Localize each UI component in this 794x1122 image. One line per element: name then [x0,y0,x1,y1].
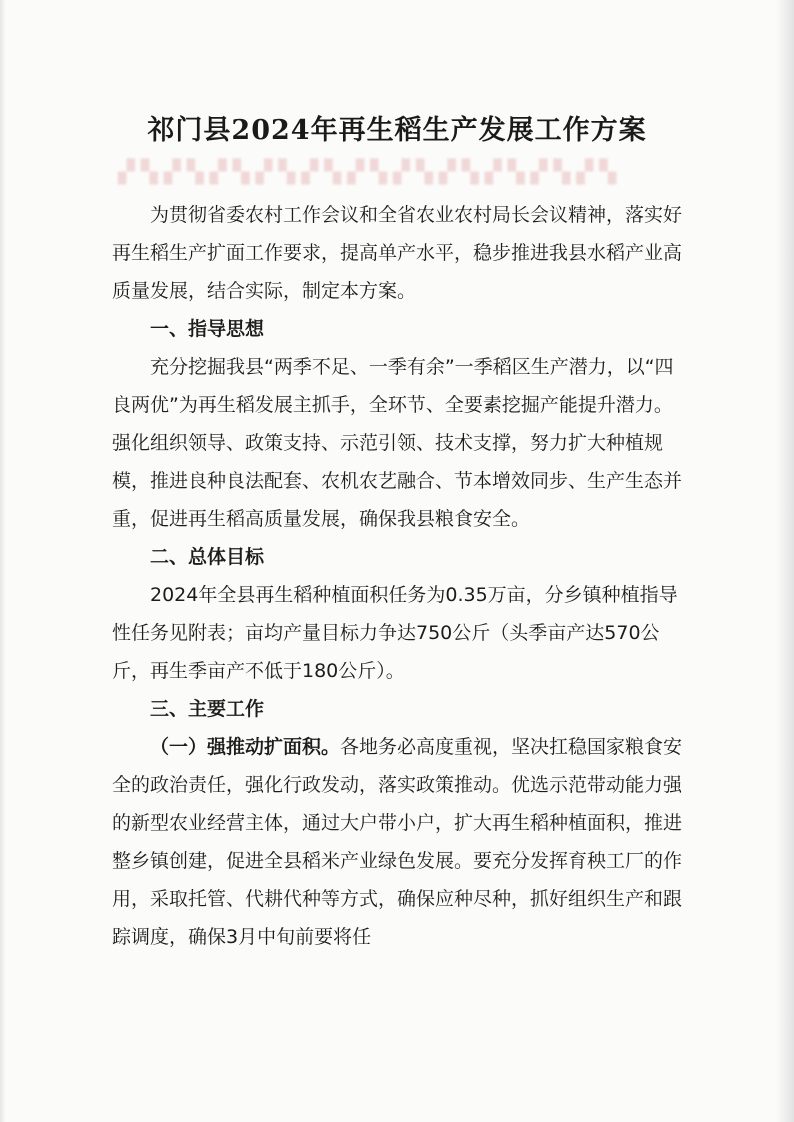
guiding-thought-paragraph: 充分挖掘我县“两季不足、一季有余”一季稻区生产潜力，以“四良两优”为再生稻发展主抓手，全环节、全要素挖掘产能提升潜力。强化组织领导、政策支持、示范引领、技术支撑，努力扩大种植规模，推进良种良法配套、农机农艺融合、节本增效同步、生产生态并重，促进再生稻高质量发展，确保我县粮食安全。 [112,356,683,530]
main-work-paragraph-1 [112,728,690,956]
overall-goal-paragraph: 2024年全县再生稻种植面积任务为0.35万亩，分乡镇种植指导性任务见附表；亩均产量目标力争达750公斤（头季亩产达570公斤，再生季亩产不低于180公斤）。 [112,584,678,682]
section-heading-main-work: 三、主要工作 [150,698,265,720]
main-work-subheading-1: （一）强推动扩面积。 [150,736,341,758]
scan-edge-left [0,0,6,1122]
section-heading-guiding-thought: 一、指导思想 [150,318,265,340]
document-title: 祁门县2024年再生稻生产发展工作方案 [147,115,647,146]
section-heading-overall-goal: 二、总体目标 [150,546,265,568]
scan-edge-right [776,0,794,1122]
seal-bleed-through: ▞▚▞▚▞▚▞▚▞▚▞▚▞▚▞▚▞▚▞▚▞▚ [118,160,623,185]
main-work-text-1: 各地务必高度重视，坚决扛稳国家粮食安全的政治责任，强化行政发动，落实政策推动。优选示范带动能力强的新型农业经营主体，通过大户带小户，扩大再生稻种植面积，推进整乡镇创建，促进全县稻米产业绿色发展。要充分发挥育秧工厂的作用，采取托管、代耕代种等方式，确保应种尽种，抓好组织生产和跟踪调度，确保3月中旬前要将任 [112,736,683,948]
intro-paragraph: 为贯彻省委农村工作会议和全省农业农村局长会议精神，落实好再生稻生产扩面工作要求，提高单产水平，稳步推进我县水稻产业高质量发展，结合实际，制定本方案。 [112,204,683,302]
document-body [112,196,690,956]
